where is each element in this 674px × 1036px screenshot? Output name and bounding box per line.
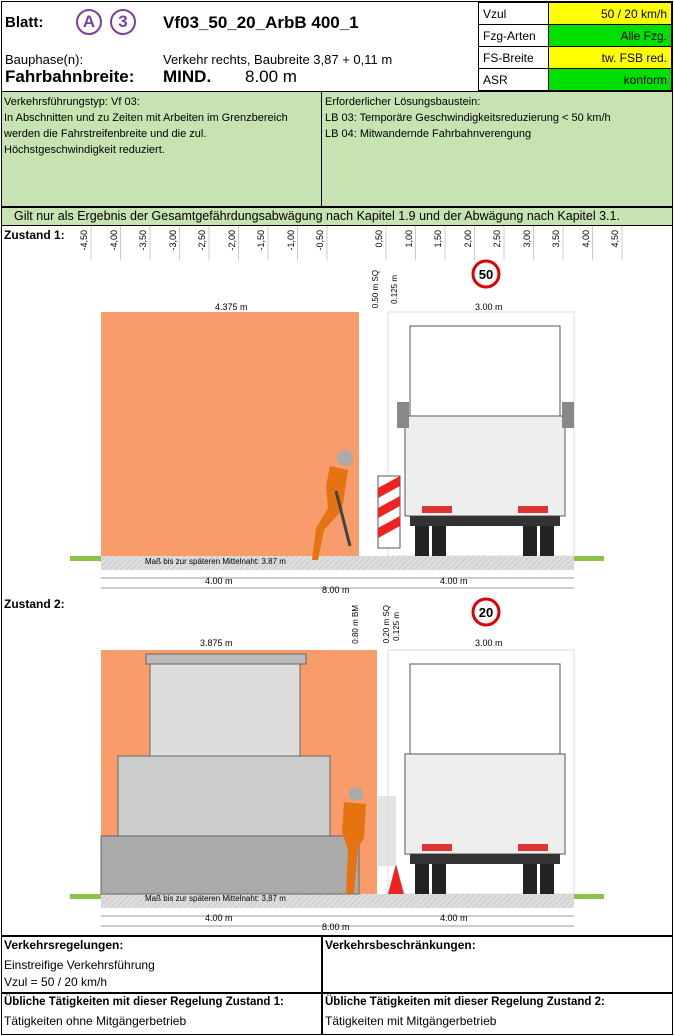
scale-tick-label: -4,50 [79,230,89,251]
taillight [422,844,452,851]
regelungen-1: Einstreifige Verkehrsführung [4,958,155,972]
mirror-right [562,402,574,428]
truck-bumper-1 [410,516,560,526]
green-edge-right-1 [574,556,604,561]
work-area-1 [101,312,359,556]
mirror-left [397,402,409,428]
scale-tick-label: -3,50 [138,230,148,251]
vf-text-1: In Abschnitten und zu Zeiten mit Arbeiten im Grenzbereich [4,112,288,124]
lb-03: LB 03: Temporäre Geschwindigkeitsreduzierung < 50 km/h [325,112,611,124]
regelungen-2: Vzul = 50 / 20 km/h [4,975,108,989]
traffic-cone-2 [388,864,404,894]
row-label: Fzg-Arten [479,25,549,47]
taillight [518,506,548,513]
truck-cab-2 [405,754,565,854]
truck-bumper-2 [410,854,560,864]
mind-label: MIND. [163,67,212,86]
truck-wheel [540,526,554,556]
speed-sign-2-value: 20 [478,605,494,620]
green-edge-left-2 [70,894,101,899]
scale-tick-label: -2,00 [226,230,237,251]
lb-title: Erforderlicher Lösungsbaustein: [325,96,481,108]
truck-wheel [415,864,429,894]
lb-04: LB 04: Mitwandernde Fahrbahnverengung [325,128,532,140]
dim-0125-1: 0.125 m [390,275,399,304]
dim-total-2: 8.00 m [322,922,350,932]
info-left [4,94,288,158]
footer-top-line [1,935,673,937]
paver-screed [101,836,359,894]
note-text: Gilt nur als Ergebnis der Gesamtgefährdungsabwägung nach Kapitel 1.9 und der Abwägung nach Kapitel 3.1. [14,209,620,223]
taillight [518,844,548,851]
sq-beacon-2 [378,796,396,866]
table-row [479,3,672,25]
dim-truck-2: 3.00 m [475,638,503,648]
zustand1-drawing [70,261,604,588]
taetigkeiten2-title: Übliche Tätigkeiten mit dieser Regelung Zustand 2: [325,996,605,1008]
bauphase-value: Verkehr rechts, Baubreite 3,87 + 0,11 m [163,52,393,67]
vf-text-2: werden die Fahrstreifenbreite und die zul. [4,128,207,140]
vf-text-3: Höchstgeschwindigkeit reduziert. [4,144,165,156]
scale-tick-label: 1,00 [403,230,414,248]
truck-wheel [432,526,446,556]
scale-tick-label: 3,00 [521,230,532,248]
regelungen-title: Verkehrsregelungen: [4,938,124,952]
row-label: Vzul [479,3,549,25]
footer-divider [321,935,323,1035]
scale-tick-label: 0,50 [374,230,384,248]
taetigkeiten1-text: Tätigkeiten ohne Mitgängerbetrieb [4,1014,187,1028]
truck-wheel [415,526,429,556]
dim-0125-2: 0.125 m [392,612,401,641]
status-table [478,2,672,91]
scale-tick-label: 2,50 [492,230,502,248]
truck-wheel [540,864,554,894]
dim-right-2: 4.00 m [440,913,468,923]
beschraenkungen-title: Verkehrsbeschränkungen: [325,938,476,952]
dim-left-1: 4.00 m [205,576,233,586]
cross-section-drawing [0,226,674,936]
scale-tick-label: 2,00 [462,230,473,248]
sheet-id: Vf03_50_20_ArbB 400_1 [163,13,359,32]
truck-cab-1 [405,416,565,516]
truck-wheel [432,864,446,894]
info-divider [321,91,322,207]
note-1: Maß bis zur späteren Mittelnaht: 3.87 m [145,557,286,566]
fahrbahnbreite-label: Fahrbahnbreite: [5,67,135,86]
row-value: 50 / 20 km/h [549,3,672,25]
worker-head-1 [337,450,353,466]
paver-cabin [150,664,300,756]
taetigkeiten2-text: Tätigkeiten mit Mitgängerbetrieb [325,1014,497,1028]
truck-wheel [523,526,537,556]
note-2: Maß bis zur späteren Mittelnaht: 3,87 m [145,894,286,903]
row-value: Alle Fzg. [549,25,672,47]
row-value: konform [549,69,672,91]
green-edge-right-2 [574,894,604,899]
bauphase-label: Bauphase(n): [5,52,84,67]
row-label: FS-Breite [479,47,549,69]
dim-bm-2: 0.80 m BM [351,605,360,644]
truck-body-2 [410,664,560,754]
footer-mid-line [1,992,673,994]
scale-tick-label: 1,50 [433,230,443,248]
dim-right-1: 4.00 m [440,576,468,586]
row-value: tw. FSB red. [549,47,672,69]
dim-truck-1: 3.00 m [475,302,503,312]
scale-tick-label: 4,00 [580,230,591,248]
taillight [422,506,452,513]
table-row [479,69,672,91]
scale-tick-label: -1,50 [256,230,266,251]
table-row [479,47,672,69]
scale-tick-label: -0,50 [315,230,325,251]
paver-roof [146,654,306,664]
dim-orange-1: 4.375 m [215,302,248,312]
scale-tick-label: -4,00 [108,230,119,251]
badge-3: 3 [110,9,136,35]
worker-head-2 [349,787,363,801]
truck-wheel [523,864,537,894]
vf-type-title: Verkehrsführungstyp: Vf 03: [4,96,140,108]
info-right [325,94,611,142]
badge-a: A [76,9,102,35]
dim-total-1: 8.00 m [322,585,350,595]
zustand2-label: Zustand 2: [4,597,65,611]
dim-left-2: 4.00 m [205,913,233,923]
zustand1-label: Zustand 1: [4,228,65,242]
scale-tick-label: 4,50 [610,230,620,248]
speed-sign-1-value: 50 [478,267,494,282]
scale-tick-label: -3,00 [167,230,178,251]
green-edge-left-1 [70,556,101,561]
scale-tick-label: 3,50 [551,230,561,248]
dim-sq-1: 0.50 m SQ [371,270,380,309]
dim-orange-2: 3.875 m [200,638,233,648]
mind-value: 8.00 m [245,67,297,86]
truck-body-1 [410,326,560,416]
taetigkeiten1-title: Übliche Tätigkeiten mit dieser Regelung Zustand 1: [4,996,284,1008]
scale-tick-label: -1,00 [285,230,296,251]
dim-sq-2: 0.20 m SQ [382,605,391,644]
table-row [479,25,672,47]
row-label: ASR [479,69,549,91]
scale-tick-label: -2,50 [197,230,207,251]
zustand2-drawing [70,599,604,926]
blatt-label: Blatt: [5,14,44,31]
